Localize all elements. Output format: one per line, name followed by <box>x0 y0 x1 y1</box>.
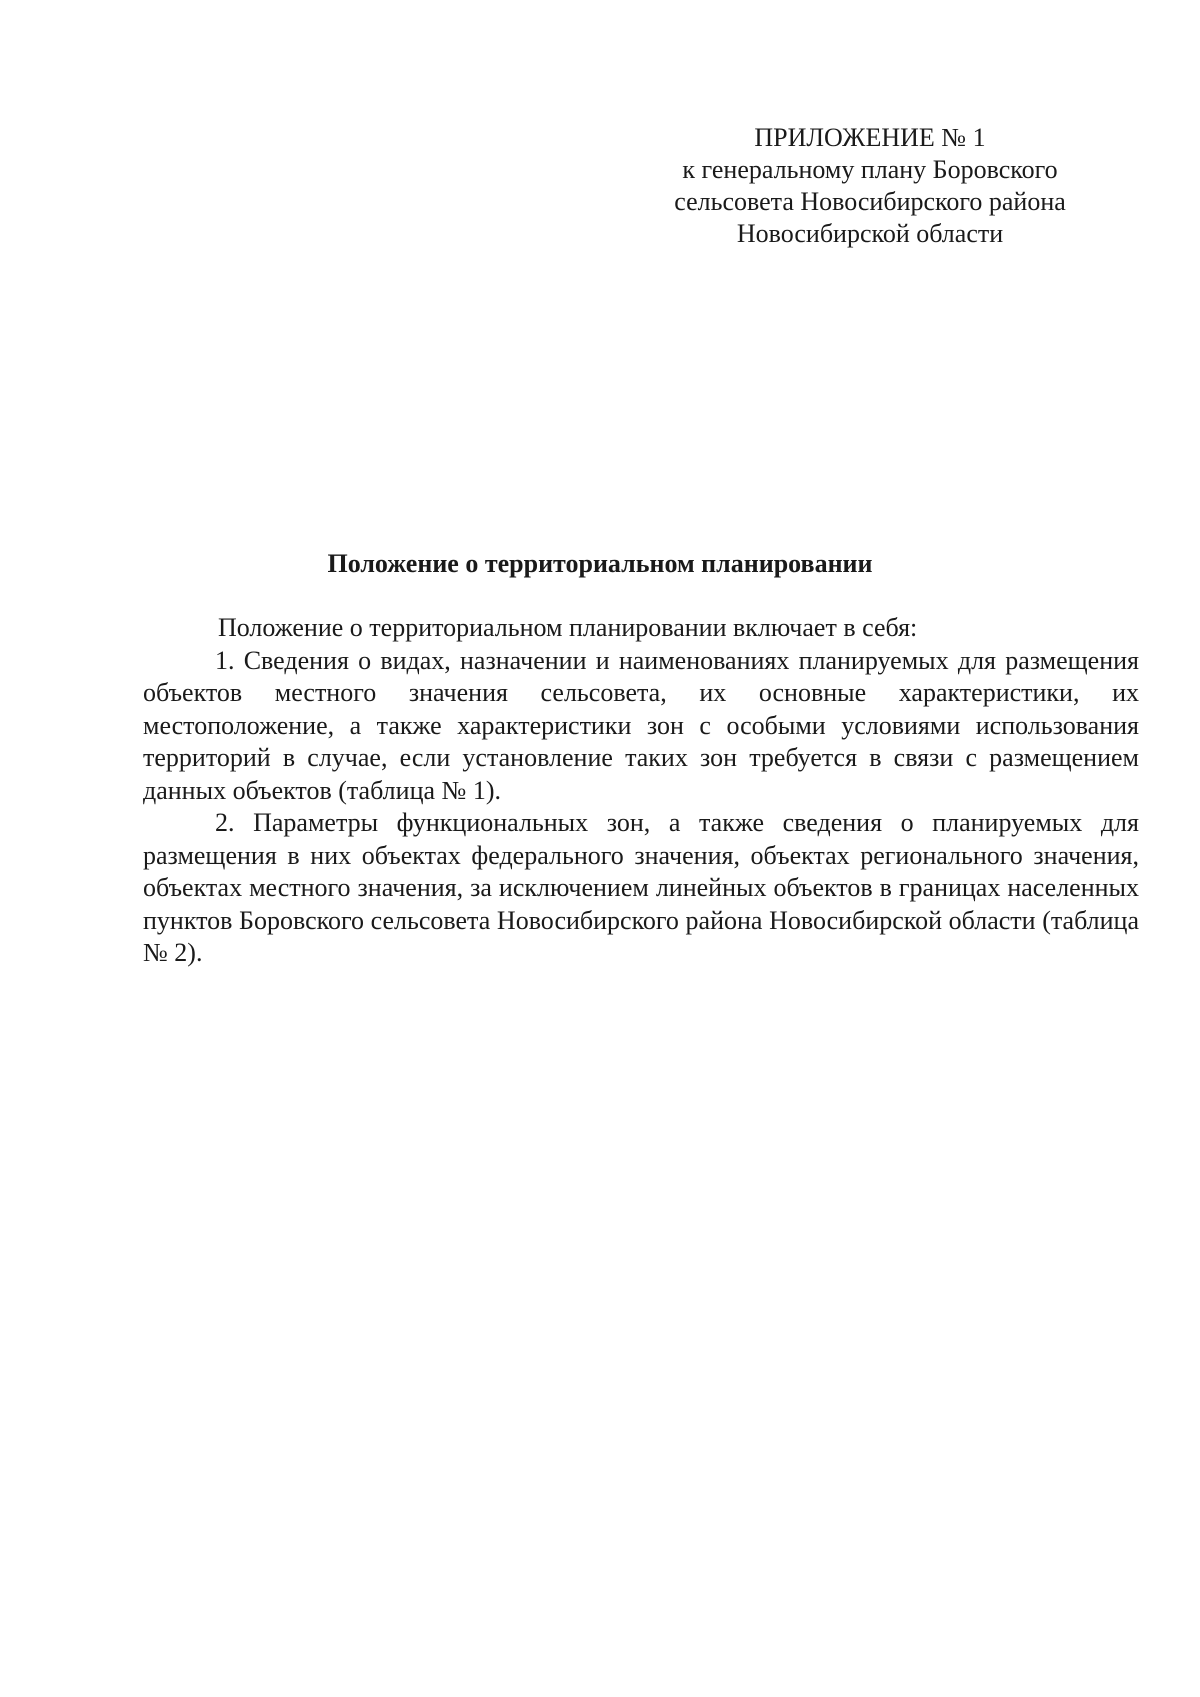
appendix-subtitle-line-1: к генеральному плану Боровского <box>682 155 1058 184</box>
appendix-subtitle-line-2: сельсовета Новосибирского района <box>674 187 1066 216</box>
appendix-number: ПРИЛОЖЕНИЕ № 1 <box>754 123 986 152</box>
document-title: Положение о территориальном планировании <box>327 549 873 578</box>
list-item: 2. Параметры функциональных зон, а также сведения о планируемых для размещения в них объектах федерального значения, объектах регионального значения, объектах местного значения, за исключением линейных объектов в границах населенных пунктов Боровского сельсовета Новосибирского района Новосибирской области (таблица № 2). <box>143 808 1139 967</box>
document-body <box>143 612 1139 970</box>
intro-paragraph: Положение о территориальном планировании включает в себя: <box>218 613 918 642</box>
appendix-subtitle-line-3: Новосибирской области <box>736 219 1004 248</box>
appendix-header <box>640 122 1100 250</box>
list-item: 1. Сведения о видах, назначении и наименованиях планируемых для размещения объектов местного значения сельсовета, их основные характеристики, их местоположение, а также характеристики зон с особыми условиями использования территорий в случае, если установление таких зон требуется в связи с размещением данных объектов (таблица № 1). <box>143 645 1139 805</box>
